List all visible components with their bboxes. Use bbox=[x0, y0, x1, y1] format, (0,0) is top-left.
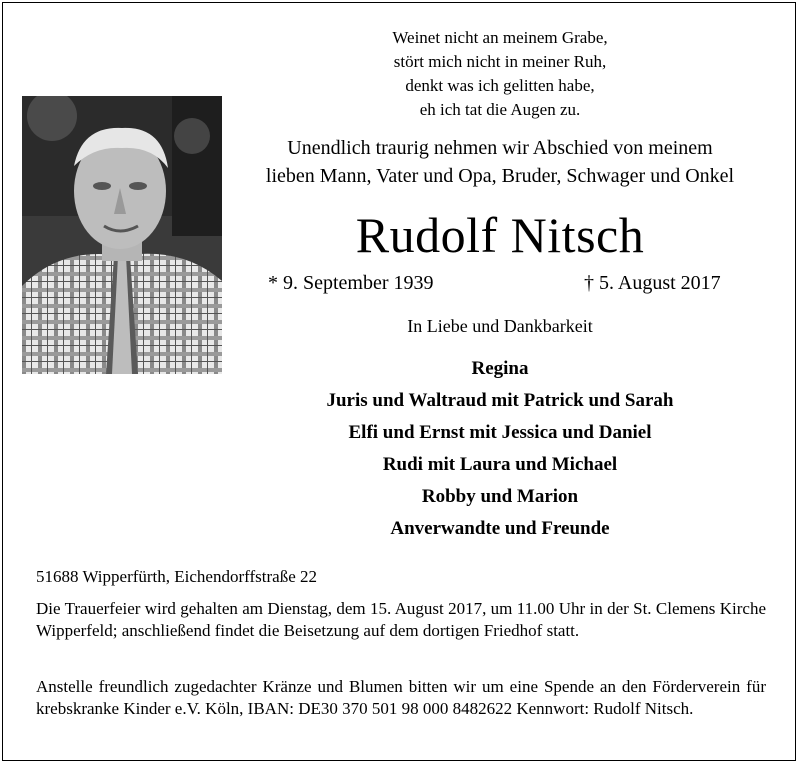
death-date: † 5. August 2017 bbox=[584, 272, 721, 294]
deceased-name: Rudolf Nitsch bbox=[355, 207, 645, 263]
mourner-line: Elfi und Ernst mit Jessica und Daniel bbox=[348, 422, 652, 443]
portrait-photo bbox=[22, 96, 222, 374]
intro-line: lieben Mann, Vater und Opa, Bruder, Schwager und Onkel bbox=[265, 165, 735, 187]
funeral-info: Die Trauerfeier wird gehalten am Dienstag, dem 15. August 2017, um 11.00 Uhr in der St. Clemens Kirche Wipperfeld; anschließend findet die Beisetzung auf dem dortigen Friedhof statt. bbox=[36, 599, 766, 640]
mourner-line: Regina bbox=[471, 358, 529, 379]
dankbarkeit-line: In Liebe und Dankbarkeit bbox=[407, 316, 593, 336]
intro-line: Unendlich traurig nehmen wir Abschied von meinem bbox=[287, 137, 713, 159]
mourner-line: Juris und Waltraud mit Patrick und Sarah bbox=[326, 390, 674, 411]
poem-line: stört mich nicht in meiner Ruh, bbox=[393, 52, 607, 71]
poem-line: denkt was ich gelitten habe, bbox=[405, 76, 595, 95]
poem-line: Weinet nicht an meinem Grabe, bbox=[392, 28, 608, 47]
mourners-list bbox=[235, 353, 765, 545]
mourner-line: Rudi mit Laura und Michael bbox=[382, 454, 618, 475]
birth-date: * 9. September 1939 bbox=[268, 272, 434, 294]
intro-text bbox=[235, 134, 765, 190]
poem-line: eh ich tat die Augen zu. bbox=[419, 100, 581, 119]
mourner-line: Anverwandte und Freunde bbox=[390, 518, 610, 539]
donation-info: Anstelle freundlich zugedachter Kränze und Blumen bitten wir um eine Spende an den Förderverein für krebskranke Kinder e.V. Köln, IBAN: DE30 370 501 98 000 8482622 Kennwort: Rudolf Nitsch. bbox=[36, 677, 766, 718]
address: 51688 Wipperfürth, Eichendorffstraße 22 bbox=[36, 567, 317, 586]
mourner-line: Robby und Marion bbox=[421, 486, 579, 507]
poem bbox=[240, 26, 760, 122]
